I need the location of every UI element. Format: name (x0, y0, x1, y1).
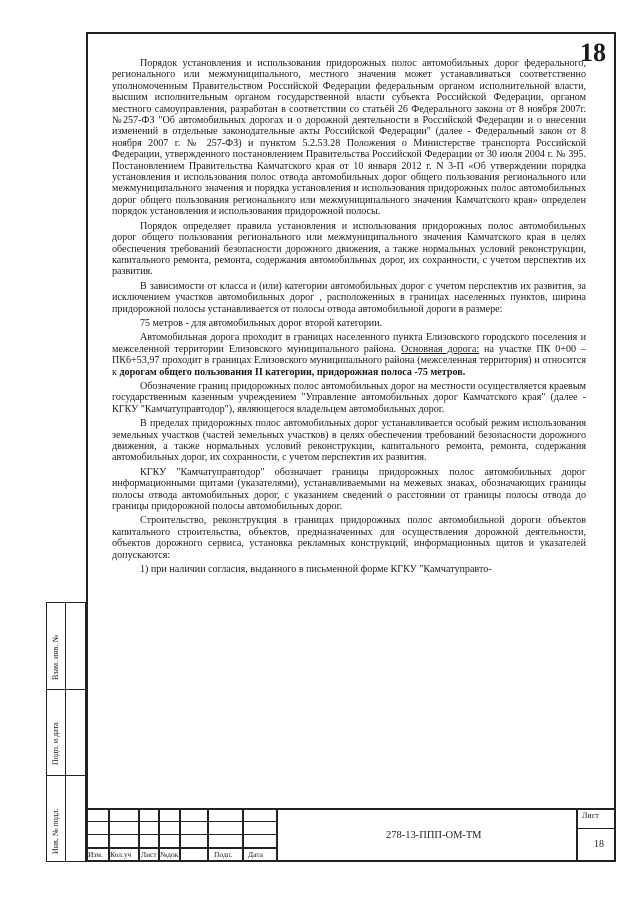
tb-header-change: Изм. (88, 850, 103, 859)
road-text-1: Автомобильная дорога проходит в границах населенного пункта Елизовского городского поселения и межселенной территории Елизовского муниципального района. (112, 332, 586, 355)
road-text-underlined: Основная дорога: (401, 343, 480, 355)
paragraph-designation: Обозначение границ придорожных полос автомобильных дорог на местности осуществляется краевым государственным казенным учреждением "Управление автомобильных дорог Камчатского края" (далее - КГКУ "Камчатуправтодор"), являющегося владельцем автомобильных дорог. (112, 380, 586, 415)
title-block (86, 808, 616, 862)
side-label-sign-date: Подп. и дата (51, 722, 60, 765)
paragraph-rules: Порядок определяет правила установления и использования придорожных полос автомобильных дорог общего пользования регионального или межмуниципального значения Камчатского края в целях обеспечения требований безопасности дорожного движения, а также нормальных условий реконструкции, капитального ремонта, ремонта, содержания автомобильных дорог, их сохранности, с учетом перспектив их развития. (112, 220, 586, 278)
side-stamp (46, 602, 86, 862)
sheet-number: 18 (594, 839, 604, 850)
tb-header-sheet: Лист (141, 850, 157, 859)
paragraph-road (112, 332, 586, 378)
paragraph-75m: 75 метров - для автомобильных дорог второй категории. (140, 317, 383, 329)
side-label-replace-inv: Взам. инв. № (51, 634, 60, 680)
paragraph-signs: КГКУ "Камчатуправтодор" обозначает границы придорожных полос автомобильных дорог информационными щитами (указателями), устанавливаемыми на межевых знаках, обозначающих границы полосы отвода автомобильных дорог, с указанием сведений о расстоянии от границы полосы отвода до границы придорожной полосы автомобильных дорог. (112, 466, 586, 513)
tb-header-sign: Подп. (214, 850, 233, 859)
paragraph-procedure: Порядок установления и использования придорожных полос автомобильных дорог федерального, регионального или межмуниципального, местного значения может устанавливаться соответственно уполномоченным Правительством Российской Федерации федеральным органом исполнительной власти, высшим исполнительным органом государственной власти субъекта Российской Федерации, органом местного самоуправления, разработан в соответствии со статьёй 26 Федерального закона от 8 ноября 2007г. №257-ФЗ "Об автомобильных дорогах и о дорожной деятельности в Российской Федерации и о внесении изменений в отдельные законодательные акты Российской Федерации" (далее - Федеральный закон от 8 ноября 2007 г. № 257-ФЗ) и пунктом 5.2.53.28 Положения о Министерстве транспорта Российской Федерации, утвержденного постановлением Правительства Российской Федерации от 30 июля 2004 г. № 395. Постановлением Правительства Камчатского края от 10 января 2012 г. N 3-П «Об утверждении порядка установления и использования полос отвода автомобильных дорог общего пользования регионального или межмуниципального значения и порядка установления и использования придорожных полос автомобильных дорог общего пользования регионального или межмуниципального значения Камчатского края» определен порядок установления и использования придорожной полосы. (112, 58, 586, 218)
side-label-inv-original: Инв. № подл. (51, 808, 60, 854)
paragraph-consent: 1) при наличии согласия, выданного в письменной форме КГКУ "Камчатуправто- (140, 564, 492, 576)
side-stamp-value-column (65, 602, 86, 862)
page-number: 18 (580, 38, 606, 67)
tb-header-doc: №док. (160, 850, 181, 859)
tb-header-count: Кол.уч (110, 850, 132, 859)
document-code: 278-13-ППП-ОМ-ТМ (386, 830, 482, 841)
paragraph-construction: Строительство, реконструкция в границах придорожных полос автомобильной дороги объектов капитального строительства, объектов, предназначенных для осуществления дорожной деятельности, объектов дорожного сервиса, установка рекламных конструкций, информационных щитов и указателей допускаются: (112, 515, 586, 561)
document-body (112, 58, 586, 578)
paragraph-width: В зависимости от класса и (или) категории автомобильных дорог с учетом перспектив их развития, за исключением участков автомобильных дорог , расположенных в границах населенных пунктов, ширина придорожной полосы устанавливается от полосы отвода автомобильной дороги в размере: (112, 280, 586, 315)
road-text-bold: дорогам общего пользования II категории, придорожная полоса -75 метров. (119, 366, 466, 378)
tb-header-date: Дата (248, 850, 263, 859)
paragraph-special-regime: В пределах придорожных полос автомобильных дорог устанавливается особый режим использования земельных участков (частей земельных участков) в целях обеспечения требований безопасности дорожного движения, а также нормальных условий реконструкции, капитального ремонта, ремонта, содержания автомобильных дорог, их сохранности, с учетом перспектив их развития. (112, 418, 586, 464)
road-text-2: на участке ПК 0+00 – ПК6+53,97 проходит в границах Елизовского муниципального района (межселенная территория) и относится к (112, 343, 587, 378)
sheet-label: Лист (582, 811, 599, 820)
